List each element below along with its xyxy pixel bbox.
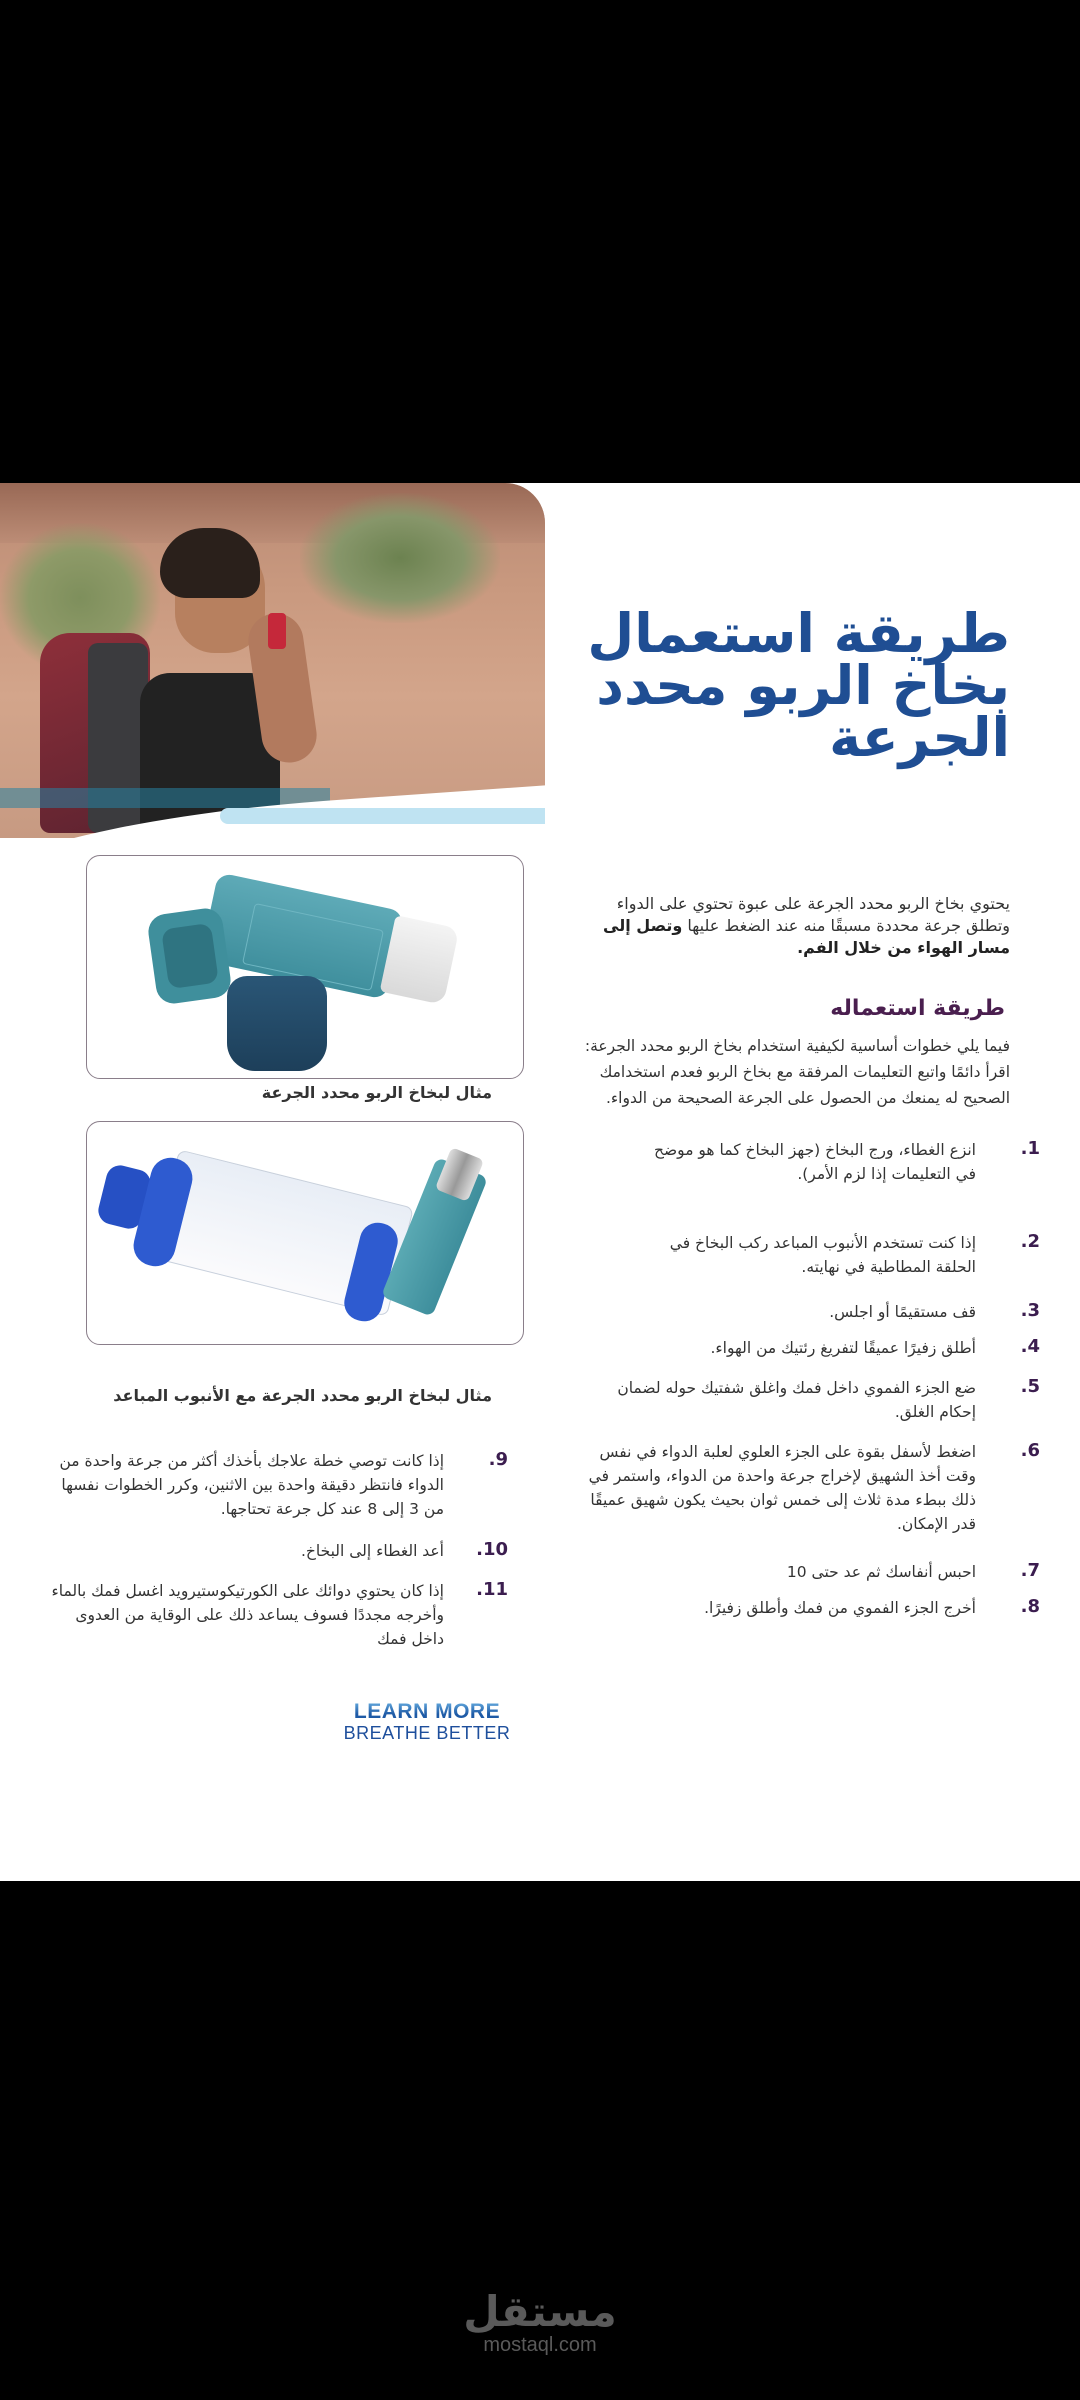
step-item <box>570 1596 1040 1620</box>
step-number: 8. <box>1020 1596 1040 1617</box>
step-text: إذا كنت تستخدم الأنبوب المباعد ركب البخاخ في الحلقة المطاطية في نهايته. <box>669 1234 976 1276</box>
step-text: ضع الجزء الفموي داخل فمك واغلق شفتيك حوله لضمان إحكام الغلق. <box>617 1379 976 1421</box>
figure-caption: مثال لبخاخ الربو محدد الجرعة مع الأنبوب المباعد <box>113 1386 492 1405</box>
step-text: انزع الغطاء، ورج البخاخ (جهز البخاخ كما هو موضح في التعليمات إذا لزم الأمر). <box>654 1141 976 1183</box>
step-text: أطلق زفيرًا عميقًا لتفريغ رئتيك من الهواء. <box>710 1339 976 1357</box>
lead-line: اقرأ دائمًا واتبع التعليمات المرفقة مع بخاخ الربو فعدم استخدامك الصحيح له يمنعك من الحصول على الجرعة الصحيحة من الدواء. <box>599 1063 1010 1107</box>
step-number: 3. <box>1020 1300 1040 1321</box>
step-number: 9. <box>488 1449 508 1470</box>
hero-photo-woman-using-inhaler <box>0 483 545 838</box>
title-line: الجرعة <box>829 706 1010 769</box>
step-text: قف مستقيمًا أو اجلس. <box>829 1303 976 1321</box>
mostaql-watermark <box>450 2287 630 2356</box>
step-item <box>570 1560 1040 1584</box>
logo-line: BREATHE BETTER <box>343 1723 511 1743</box>
title-line: بخاخ الربو محدد <box>596 654 1010 717</box>
step-text: أعد الغطاء إلى البخاخ. <box>300 1542 444 1560</box>
inhaler-cap <box>227 976 327 1071</box>
photo-red-inhaler <box>268 613 286 649</box>
page-title <box>550 602 1010 769</box>
step-text: احبس أنفاسك ثم عد حتى 10 <box>786 1563 976 1581</box>
intro-text: يحتوي بخاخ الربو محدد الجرعة على عبوة تحتوي على الدواء وتطلق جرعة محددة مسبقًا منه عند الضغط عليها <box>616 894 1010 935</box>
lead-line: فيما يلي خطوات أساسية لكيفية استخدام بخاخ الربو محدد الجرعة: <box>584 1037 1010 1055</box>
title-line: طريقة استعمال <box>587 602 1010 665</box>
step-number: 2. <box>1020 1231 1040 1252</box>
step-item <box>48 1539 508 1563</box>
step-item <box>570 1336 1040 1360</box>
step-text: إذا كان يحتوي دوائك على الكورتيكوستيرويد اغسل فمك بالماء وأخرجه مجددًا فسوف يساعد ذلك على الوقاية من العدوى داخل فمك <box>51 1582 444 1648</box>
step-number: 5. <box>1020 1376 1040 1397</box>
step-number: 10. <box>476 1539 508 1560</box>
section-heading: طريقة استعماله <box>830 996 1005 1021</box>
learn-more-breathe-better-logo <box>342 1701 512 1743</box>
step-item <box>570 1138 1040 1186</box>
step-number: 6. <box>1020 1440 1040 1461</box>
step-item <box>570 1440 1040 1536</box>
step-item <box>570 1376 1040 1424</box>
decorative-wave-blue <box>220 808 545 824</box>
inhaler-mouthpiece-opening <box>161 923 219 989</box>
step-text: إذا كانت توصي خطة علاجك بأخذك أكثر من جرعة واحدة من الدواء فانتظر دقيقة واحدة بين الاثنين، وكرر الخطوات نفسها من 3 إلى 8 عند كل جرعة تحتاجها. <box>59 1452 444 1518</box>
intro-text-bold: وتصل إلى مسار الهواء من خلال الفم. <box>603 916 1010 957</box>
step-text: أخرج الجزء الفموي من فمك وأطلق زفيرًا. <box>704 1599 976 1617</box>
step-item <box>48 1579 508 1651</box>
photo-person-hair <box>160 528 260 598</box>
document-page <box>0 483 1080 1881</box>
photo-bush <box>300 493 500 623</box>
step-item <box>570 1300 1040 1324</box>
watermark-arabic: مستقل <box>463 2287 617 2336</box>
step-item <box>570 1231 1040 1279</box>
step-number: 4. <box>1020 1336 1040 1357</box>
step-number: 11. <box>476 1579 508 1600</box>
figure-inhaler <box>86 855 524 1079</box>
step-number: 7. <box>1020 1560 1040 1581</box>
figure-inhaler-with-spacer <box>86 1121 524 1345</box>
watermark-domain: mostaql.com <box>483 2334 597 2356</box>
step-item <box>48 1449 508 1521</box>
intro-paragraph <box>570 893 1010 959</box>
step-number: 1. <box>1020 1138 1040 1159</box>
figure-caption: مثال لبخاخ الربو محدد الجرعة <box>261 1083 492 1102</box>
section-lead <box>560 1033 1010 1111</box>
step-text: اضغط لأسفل بقوة على الجزء العلوي لعلبة الدواء في نفس وقت أخذ الشهيق لإخراج جرعة واحدة من الدواء، واستمر في ذلك ببطء مدة ثلاث إلى خمس ثوان بحيث يكون شهيق عميقًا قدر الإمكان. <box>588 1443 976 1533</box>
logo-line: LEARN MORE <box>342 1701 512 1723</box>
